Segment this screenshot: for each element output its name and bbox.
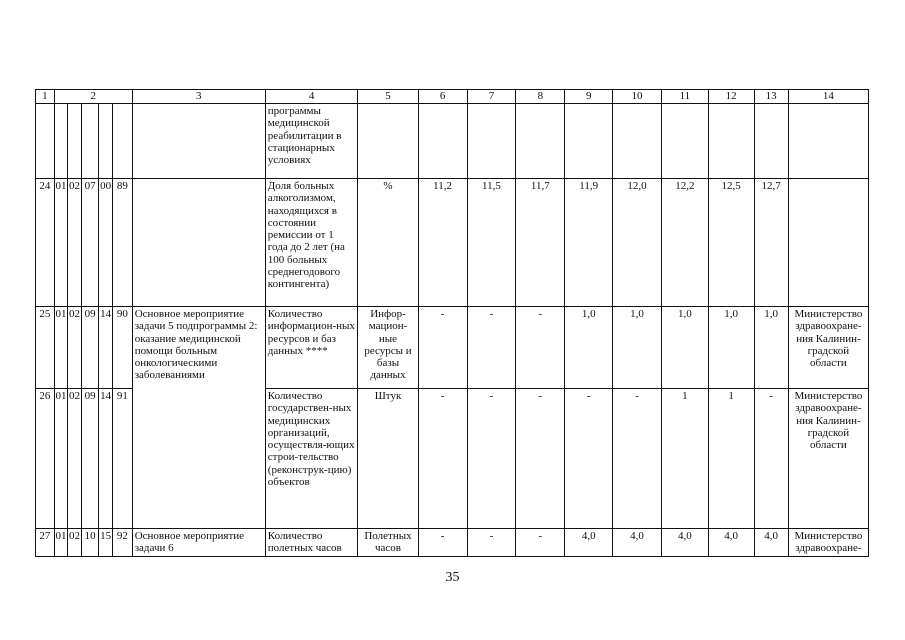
event-name: Основное мероприятие задачи 6 (132, 529, 265, 557)
code-cell: 14 (99, 389, 113, 529)
code-cell (112, 104, 132, 179)
value-cell: 12,7 (754, 179, 788, 307)
row-number: 24 (36, 179, 55, 307)
unit-cell (358, 104, 418, 179)
event-name: Основное мероприятие задачи 5 подпрограммы 2: оказание медицинской помощи больным онкологическими заболеваниями (132, 307, 265, 529)
value-cell (565, 104, 613, 179)
value-cell (418, 104, 467, 179)
value-cell: 4,0 (661, 529, 708, 557)
header-cell: 1 (36, 90, 55, 104)
value-cell: 1 (708, 389, 754, 529)
value-cell (754, 104, 788, 179)
value-cell: 4,0 (613, 529, 662, 557)
code-cell: 90 (112, 307, 132, 389)
table-row (36, 529, 869, 557)
code-cell: 01 (54, 389, 68, 529)
unit-cell: Полетных часов (358, 529, 418, 557)
value-cell: - (467, 389, 516, 529)
code-cell: 09 (81, 389, 99, 529)
code-cell: 15 (99, 529, 113, 557)
code-cell: 92 (112, 529, 132, 557)
value-cell: 11,7 (516, 179, 565, 307)
code-cell: 02 (68, 307, 82, 389)
value-cell (467, 104, 516, 179)
page-number: 35 (445, 570, 460, 585)
code-cell: 02 (68, 529, 82, 557)
header-cell: 9 (565, 90, 613, 104)
value-cell: 4,0 (754, 529, 788, 557)
code-cell: 02 (68, 179, 82, 307)
executor-cell: Министерство здравоохране-ния Калинин-градской области (788, 307, 868, 389)
header-cell: 10 (613, 90, 662, 104)
code-cell: 00 (99, 179, 113, 307)
table-row (36, 104, 869, 179)
row-number: 27 (36, 529, 55, 557)
code-cell: 91 (112, 389, 132, 529)
value-cell (516, 104, 565, 179)
value-cell: - (418, 307, 467, 389)
value-cell: 1,0 (661, 307, 708, 389)
event-name (132, 179, 265, 307)
value-cell: - (467, 529, 516, 557)
code-cell: 01 (54, 529, 68, 557)
header-cell: 4 (265, 90, 358, 104)
row-number: 26 (36, 389, 55, 529)
value-cell: - (516, 307, 565, 389)
value-cell: - (418, 389, 467, 529)
value-cell: 1,0 (754, 307, 788, 389)
code-cell (81, 104, 99, 179)
code-cell: 10 (81, 529, 99, 557)
code-cell: 09 (81, 307, 99, 389)
header-cell: 6 (418, 90, 467, 104)
value-cell: 1 (661, 389, 708, 529)
header-cell: 11 (661, 90, 708, 104)
header-cell: 8 (516, 90, 565, 104)
table-row (36, 307, 869, 389)
indicator-name: Количество полетных часов (265, 529, 358, 557)
executor-cell (788, 179, 868, 307)
indicator-name: Количество информацион-ных ресурсов и баз данных **** (265, 307, 358, 389)
header-cell: 13 (754, 90, 788, 104)
value-cell (708, 104, 754, 179)
value-cell: 11,9 (565, 179, 613, 307)
program-indicators-table (35, 89, 869, 557)
code-cell: 01 (54, 179, 68, 307)
value-cell: 12,5 (708, 179, 754, 307)
value-cell: - (565, 389, 613, 529)
code-cell (99, 104, 113, 179)
row-number: 25 (36, 307, 55, 389)
table-row (36, 179, 869, 307)
code-cell (54, 104, 68, 179)
value-cell: 4,0 (565, 529, 613, 557)
value-cell: 1,0 (613, 307, 662, 389)
indicator-name: Количество государствен-ных медицинских организаций, осуществля-ющих строи-тельство (реконструк-цию) объектов (265, 389, 358, 529)
header-cell: 2 (54, 90, 132, 104)
executor-cell (788, 104, 868, 179)
value-cell: 4,0 (708, 529, 754, 557)
value-cell: - (467, 307, 516, 389)
value-cell: 11,2 (418, 179, 467, 307)
code-cell: 01 (54, 307, 68, 389)
header-cell: 12 (708, 90, 754, 104)
value-cell: - (516, 389, 565, 529)
value-cell: - (418, 529, 467, 557)
code-cell: 14 (99, 307, 113, 389)
unit-cell: % (358, 179, 418, 307)
unit-cell: Штук (358, 389, 418, 529)
code-cell: 02 (68, 389, 82, 529)
value-cell (661, 104, 708, 179)
header-cell: 7 (467, 90, 516, 104)
value-cell: 1,0 (565, 307, 613, 389)
value-cell: 1,0 (708, 307, 754, 389)
header-row (36, 90, 869, 104)
executor-cell: Министерство здравоохране-ния Калинин-градской области (788, 389, 868, 529)
indicator-name: программы медицинской реабилитации в стационарных условиях (265, 104, 358, 179)
value-cell (613, 104, 662, 179)
code-cell: 89 (112, 179, 132, 307)
unit-cell: Инфор-мацион-ные ресурсы и базы данных (358, 307, 418, 389)
value-cell: - (613, 389, 662, 529)
value-cell: 12,2 (661, 179, 708, 307)
header-cell: 5 (358, 90, 418, 104)
value-cell: - (516, 529, 565, 557)
row-number (36, 104, 55, 179)
executor-cell: Министерство здравоохране- (788, 529, 868, 557)
code-cell: 07 (81, 179, 99, 307)
header-cell: 3 (132, 90, 265, 104)
header-cell: 14 (788, 90, 868, 104)
value-cell: - (754, 389, 788, 529)
indicator-name: Доля больных алкоголизмом, находящихся в состоянии ремиссии от 1 года до 2 лет (на 100 больных среднегодового контингента) (265, 179, 358, 307)
code-cell (68, 104, 82, 179)
value-cell: 12,0 (613, 179, 662, 307)
event-name (132, 104, 265, 179)
value-cell: 11,5 (467, 179, 516, 307)
